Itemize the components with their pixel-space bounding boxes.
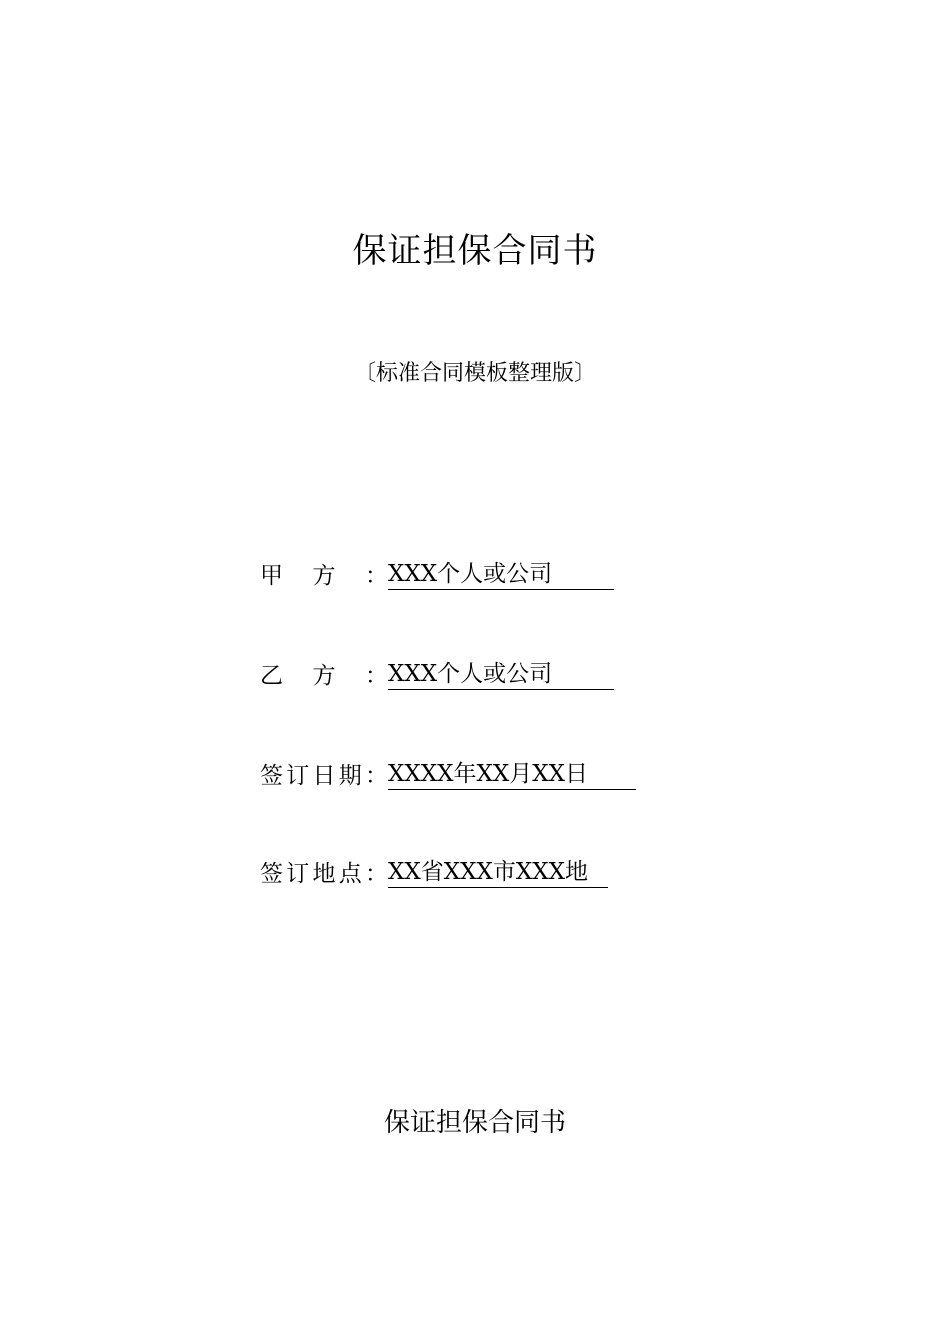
signing-date-value: XXXX年XX月XX日 bbox=[388, 759, 636, 790]
signing-date-label: 签订日期： bbox=[260, 763, 388, 789]
signing-place-value: XX省XXX市XXX地 bbox=[388, 857, 608, 888]
document-subtitle: 〔标准合同模板整理版〕 bbox=[353, 361, 596, 386]
signing-date-row bbox=[260, 759, 636, 793]
signing-place-label: 签订地点： bbox=[260, 861, 388, 887]
footer-title: 保证担保合同书 bbox=[383, 1108, 566, 1138]
document-title: 保证担保合同书 bbox=[352, 231, 598, 271]
party-b-value: XXX个人或公司 bbox=[388, 659, 614, 690]
party-b-label: 乙方： bbox=[260, 663, 388, 689]
party-a-value: XXX个人或公司 bbox=[388, 559, 614, 590]
party-a-label: 甲方： bbox=[260, 563, 388, 589]
party-b-row bbox=[260, 659, 614, 693]
signing-place-row bbox=[260, 857, 608, 891]
party-a-row bbox=[260, 559, 614, 593]
